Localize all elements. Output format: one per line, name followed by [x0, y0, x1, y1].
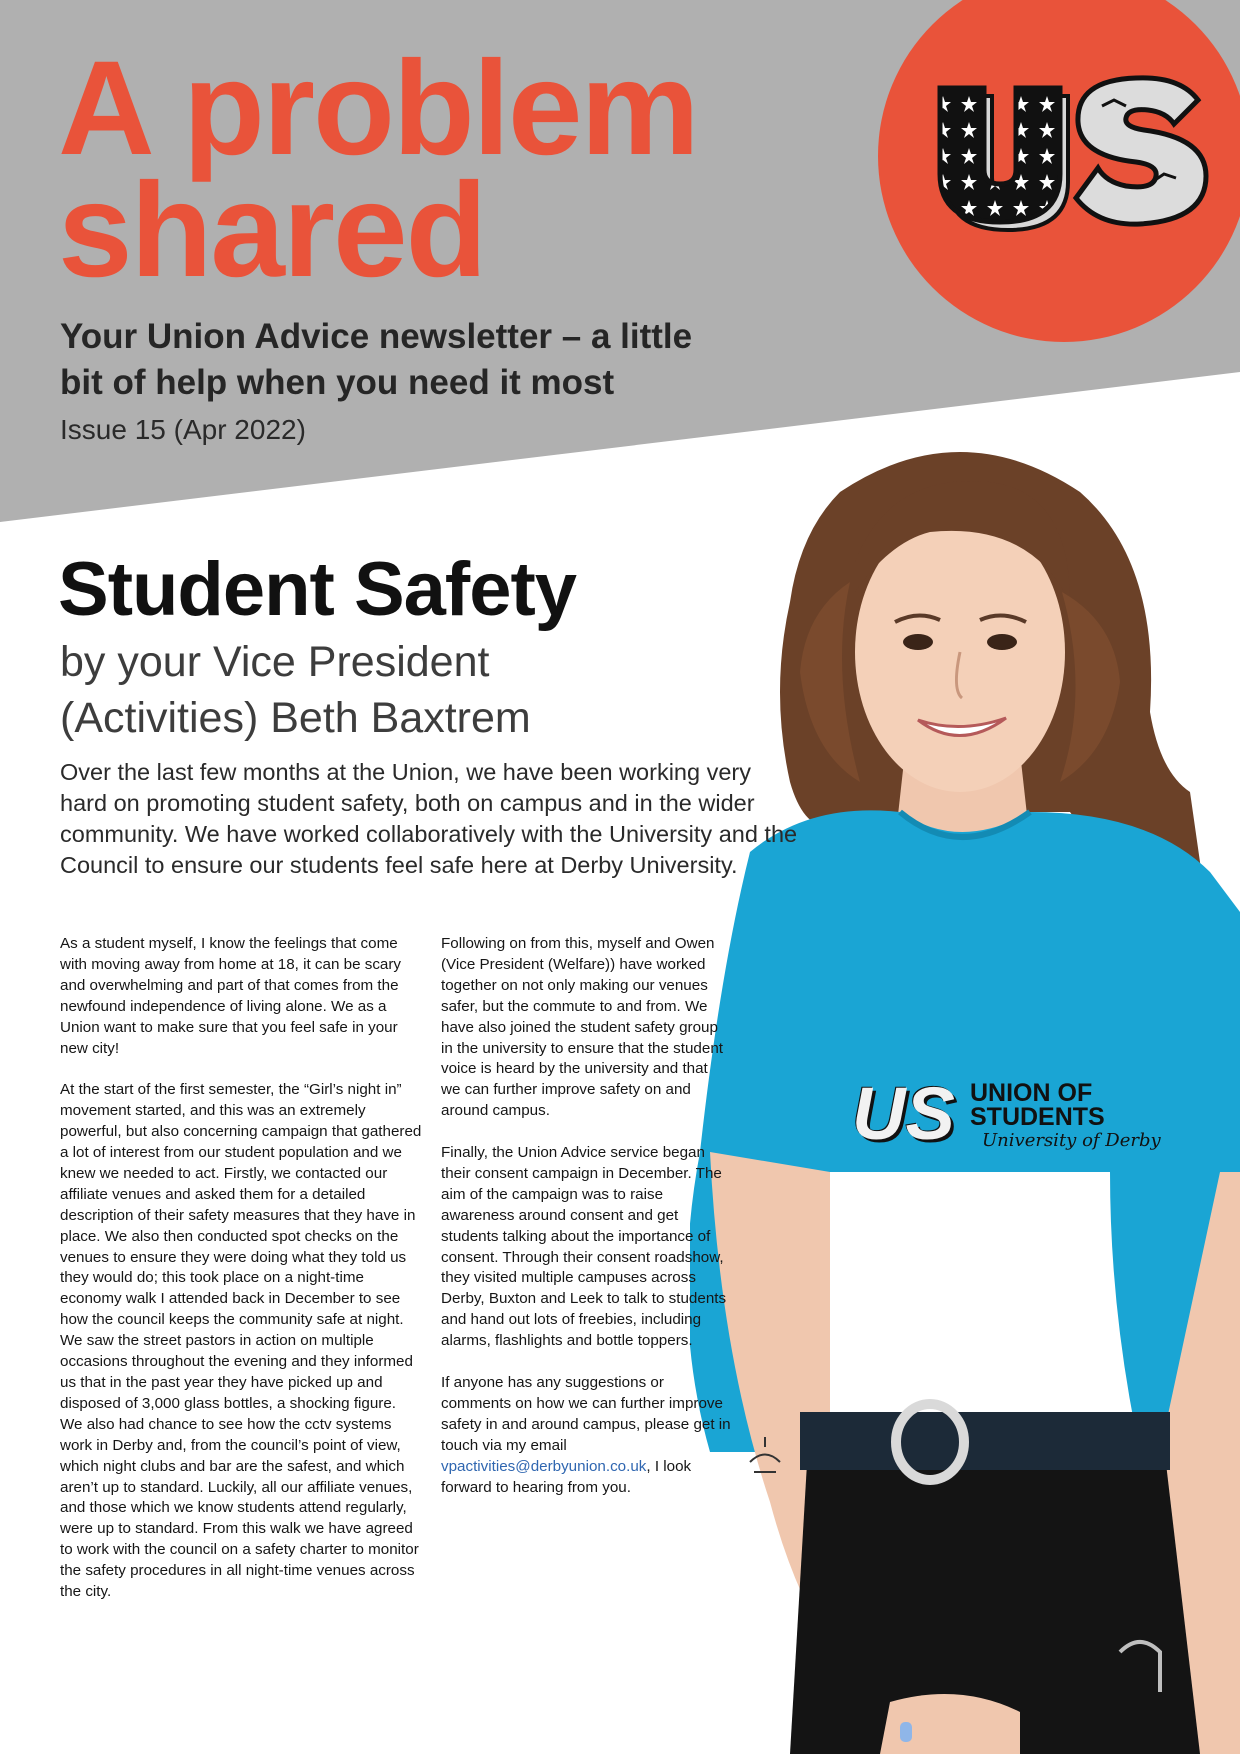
article-byline — [60, 634, 700, 746]
closing-end: , I look forward to hearing from you. — [441, 1457, 692, 1496]
subtitle-line-2: bit of help when you need it most — [60, 363, 615, 402]
title-line-2: shared — [58, 156, 486, 305]
paragraph: Finally, the Union Advice service began their consent campaign in December. The aim of the campaign was to raise awareness around consent and get students talking about the importance of consent. Through their consent roadshow, they visited multiple campuses across Derby, Buxton and Leek to talk to students and hand out lots of freebies, including alarms, flashlights and bottle toppers. — [441, 1144, 727, 1350]
article-column-right — [441, 934, 731, 1519]
subtitle-line-1: Your Union Advice newsletter – a little — [60, 317, 693, 356]
article-intro: Over the last few months at the Union, we have been working very hard on promoting student safety, both on campus and in the wider community. We have worked collaboratively with the University and the Council to ensure our students feel safe here at Derby University. — [60, 759, 798, 878]
shirt-line-3: University of Derby — [982, 1130, 1161, 1151]
newsletter-title — [58, 34, 858, 305]
title-line-1: A problem — [58, 34, 698, 183]
us-logo — [930, 66, 1220, 236]
article-title: Student Safety — [58, 547, 577, 632]
shirt-logo — [852, 1072, 1182, 1172]
byline-line-2: (Activities) Beth Baxtrem — [60, 694, 531, 742]
shirt-line-1: UNION OF — [970, 1079, 1093, 1107]
shirt-line-2: STUDENTS — [970, 1103, 1105, 1131]
shirt-logo-mark: US — [852, 1072, 955, 1155]
issue-number: Issue 15 (Apr 2022) — [60, 414, 306, 445]
paragraph: Following on from this, myself and Owen (Vice President (Welfare)) have worked together on not only making our venues safer, but the commute to and from. We have also joined the student safety group in the university to ensure that the student voice is heard by the university and that we can further improve safety on and around campus. — [441, 935, 723, 1120]
closing-text: If anyone has any suggestions or comments on how we can further improve safety in and around campus, please get in touch via my email — [441, 1374, 731, 1454]
email-link[interactable]: vpactivities@derbyunion.co.uk — [441, 1457, 647, 1475]
byline-line-1: by your Vice President — [60, 638, 490, 686]
newsletter-subtitle — [60, 314, 780, 406]
closing-paragraph — [441, 1373, 731, 1498]
article-column-left — [60, 934, 422, 1624]
paragraph: As a student myself, I know the feelings that come with moving away from home at 18, it can be scary and overwhelming and part of that comes from the newfound independence of living alone. We as a Union want to make sure that you feel safe in your new city! — [60, 935, 402, 1057]
paragraph: At the start of the first semester, the “Girl’s night in” movement started, and this was an extremely powerful, but also concerning campaign that gathered a lot of interest from our student population and we knew we needed to act. Firstly, we contacted our affiliate venues and asked them for a detailed description of their safety measures that they have in place. We also then conducted spot checks on the venues to ensure they were doing what they told us they would do; this took place on a night-time economy walk I attended back in December to see how the council keeps the community safe at night. We saw the street pastors in action on multiple occasions throughout the evening and they informed us that in the past year they have picked up and disposed of 3,000 glass bottles, a shocking figure. We also had chance to see how the cctv systems work in Derby and, from the council’s point of view, which night clubs and bar are the safest, and which aren’t up to standard. Luckily, all our affiliate venues, and those which we know students attend regularly, were up to standard. From this walk we have agreed to work with the council on a safety charter to monitor the safety procedures in all night-time venues across the city. — [60, 1081, 422, 1601]
